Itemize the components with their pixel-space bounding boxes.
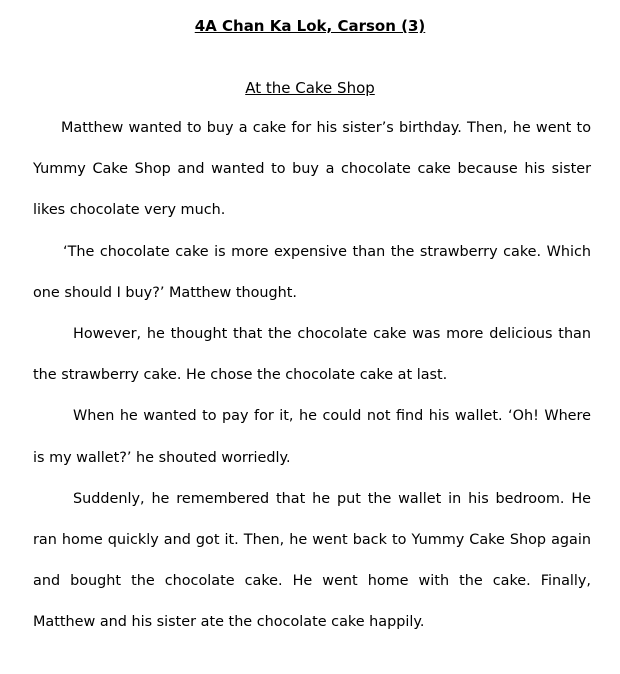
story-paragraph: When he wanted to pay for it, he could not find his wallet. ‘Oh! Where is my wallet?’ he shouted worriedly. [33,408,591,466]
story-paragraph: ‘The chocolate cake is more expensive than the strawberry cake. Which one should I buy?’ Matthew thought. [33,243,591,301]
story-body [33,108,591,644]
story-paragraph: Matthew wanted to buy a cake for his sister’s birthday. Then, he went to Yummy Cake Shop and wanted to buy a chocolate cake because his sister likes chocolate very much. [33,120,591,219]
author-line: 4A Chan Ka Lok, Carson (3) [194,17,426,35]
story-title: At the Cake Shop [245,79,375,97]
story-paragraph: However, he thought that the chocolate cake was more delicious than the strawberry cake. He chose the chocolate cake at last. [33,326,591,384]
story-paragraph: Suddenly, he remembered that he put the wallet in his bedroom. He ran home quickly and got it. Then, he went back to Yummy Cake Shop again and bought the chocolate cake. He went home with the cake. Finally, Matthew and his sister ate the chocolate cake happily. [33,490,591,631]
